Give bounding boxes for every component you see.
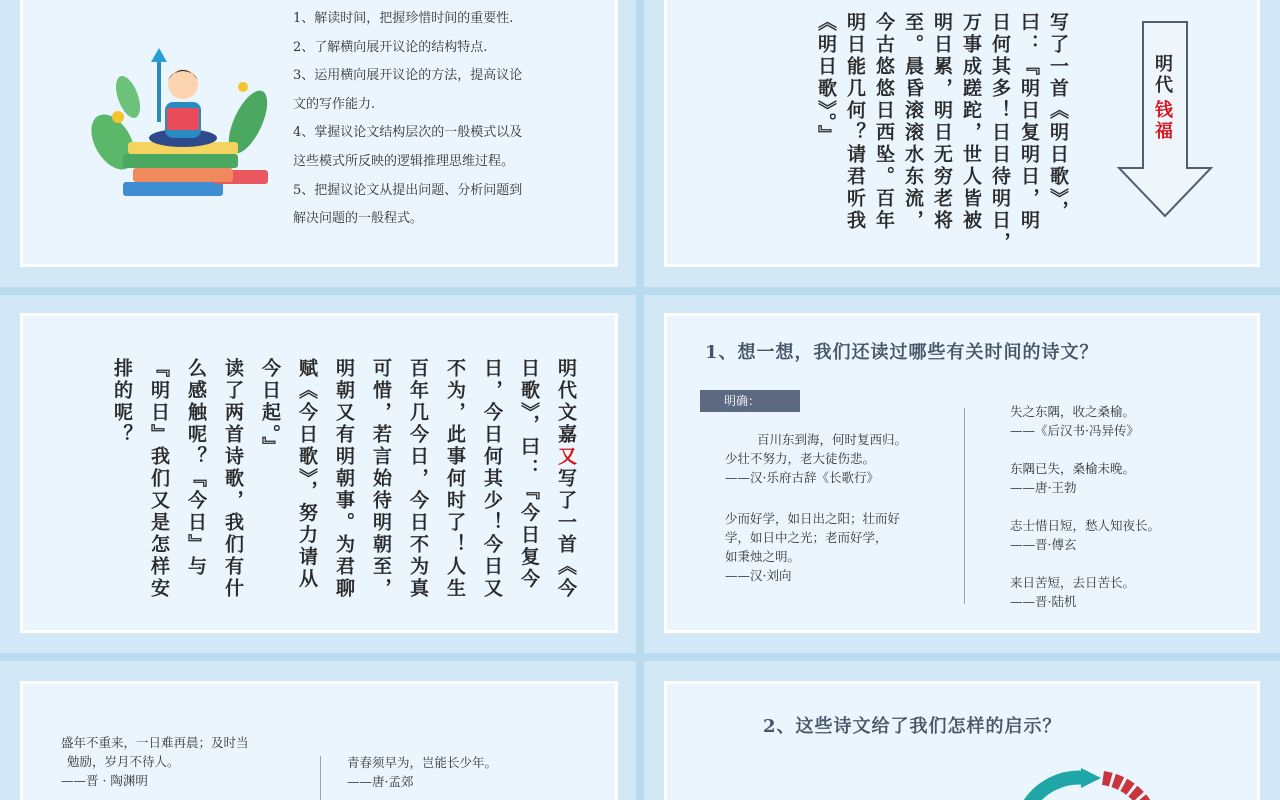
quote-source: ——唐·孟郊 xyxy=(347,774,414,789)
poem-column: 今日起。』 xyxy=(259,358,281,459)
right-quote-block xyxy=(347,753,587,791)
quote-line: 来日苦短，去日苦长。 xyxy=(1010,575,1136,590)
poem-column: 赋《今日歌》，努力请从 xyxy=(296,358,318,591)
slide-1-card xyxy=(20,0,618,267)
slide-4-card xyxy=(664,313,1260,633)
quote-line: 青春须早为，岂能长少年。 xyxy=(347,755,498,770)
poem-columns xyxy=(112,358,575,600)
quote-line: 盛年不重来，一日难再晨；及时当 xyxy=(61,735,249,750)
poem-column: 《明日歌》。』 xyxy=(815,12,837,147)
quote-line: 学，如日中之光；老而好学， xyxy=(725,530,888,545)
poem-column: 不为，此事何时了！人生 xyxy=(444,358,466,600)
poem-column: 日何其多！日日待明日， xyxy=(989,12,1011,254)
quote-source: ——汉·刘向 xyxy=(725,568,792,583)
slide-heading: 2、这些诗文给了我们怎样的启示？ xyxy=(763,716,1062,737)
quote-line: 百川东到海，何时复西归。 xyxy=(757,432,908,447)
poem-column: 明日累，明日无穷老将 xyxy=(931,12,953,232)
arrow-label-name: 钱福 xyxy=(1152,100,1173,142)
objective-line: 文的写作能力. xyxy=(293,96,376,112)
objective-line: 5、把握议论文从提出问题、分析问题到 xyxy=(293,182,523,198)
poem-column: 读了两首诗歌，我们有什 xyxy=(222,358,244,600)
poem-column: 么感触呢？『今日』与 xyxy=(185,358,207,578)
highlight-char: 又 xyxy=(555,446,577,468)
objective-line: 2、了解横向展开议论的结构特点. xyxy=(293,39,488,55)
poem-columns xyxy=(816,12,1067,254)
quote-source: ——唐·王勃 xyxy=(1010,480,1077,495)
column-divider xyxy=(964,408,965,604)
column-divider xyxy=(320,756,321,800)
slide-3-card xyxy=(20,313,618,633)
left-quote-block xyxy=(725,430,955,585)
poem-column: 至。晨昏滚滚水东流， xyxy=(902,12,924,232)
poem-column: 明代文嘉又写了一首《今 xyxy=(555,358,577,600)
quote-line: 少壮不努力，老大徒伤悲。 xyxy=(725,451,876,466)
poem-column: 日，今日何其少！今日又 xyxy=(481,358,503,600)
objective-line: 1、解读时间，把握珍惜时间的重要性. xyxy=(293,11,514,26)
poem-column: 写了一首《明日歌》， xyxy=(1047,12,1069,223)
quote-source: ——汉·乐府古辞《长歌行》 xyxy=(725,470,879,485)
poem-column: 曰：『明日复明日，明 xyxy=(1018,12,1040,232)
quote-line: 勉励，岁月不待人。 xyxy=(67,754,180,769)
poem-column: 明朝又有明朝事。为君聊 xyxy=(333,358,355,600)
objective-line: 这些模式所反映的逻辑推理思维过程。 xyxy=(293,153,515,169)
poem-column: 日歌》，曰：『今日复今 xyxy=(518,358,540,591)
answer-badge: 明确： xyxy=(700,390,800,412)
right-quote-block xyxy=(1010,402,1230,611)
poem-column: 排的呢？ xyxy=(111,358,133,446)
objective-line: 4、掌握议论文结构层次的一般模式以及 xyxy=(293,125,523,141)
poem-column: 可惜，若言始待明朝至， xyxy=(370,358,392,600)
quote-line: 志士惜日短，愁人知夜长。 xyxy=(1010,518,1161,533)
reading-boy-illustration xyxy=(83,42,283,202)
quote-source: ——晋 · 陶渊明 xyxy=(61,773,148,788)
slide-6-card xyxy=(664,681,1260,800)
quote-line: 少而好学，如日出之阳；壮而好 xyxy=(725,511,901,526)
quote-line: 失之东隅，收之桑榆。 xyxy=(1010,404,1136,419)
objective-line: 解决问题的一般程式。 xyxy=(293,211,424,227)
quote-line: 东隅已失，桑榆未晚。 xyxy=(1010,461,1136,476)
slide-heading: 1、想一想，我们还读过哪些有关时间的诗文？ xyxy=(705,342,1099,363)
objective-line: 3、运用横向展开议论的方法，提高议论 xyxy=(293,68,523,84)
poem-column: 百年几今日，今日不为真 xyxy=(407,358,429,600)
quote-source: ——《后汉书·冯异传》 xyxy=(1010,423,1139,438)
quote-source: ——晋·傅玄 xyxy=(1010,537,1077,552)
slide-5-card xyxy=(20,681,618,800)
quote-line: 如秉烛之明。 xyxy=(725,549,801,564)
cycle-arrow-graphic xyxy=(1017,768,1157,800)
poem-column: 万事成蹉跎，世人皆被 xyxy=(960,12,982,232)
quote-source: ——晋·陆机 xyxy=(1010,594,1077,609)
poem-column: 明日能几何？请君听我 xyxy=(844,12,866,232)
left-quote-block xyxy=(61,733,311,790)
poem-column: 今古悠悠日西坠。百年 xyxy=(873,12,895,232)
slide-2-card xyxy=(664,0,1260,267)
arrow-label-dynasty: 明代 xyxy=(1152,54,1173,96)
poem-column: 『明日』我们又是怎样安 xyxy=(148,358,170,600)
